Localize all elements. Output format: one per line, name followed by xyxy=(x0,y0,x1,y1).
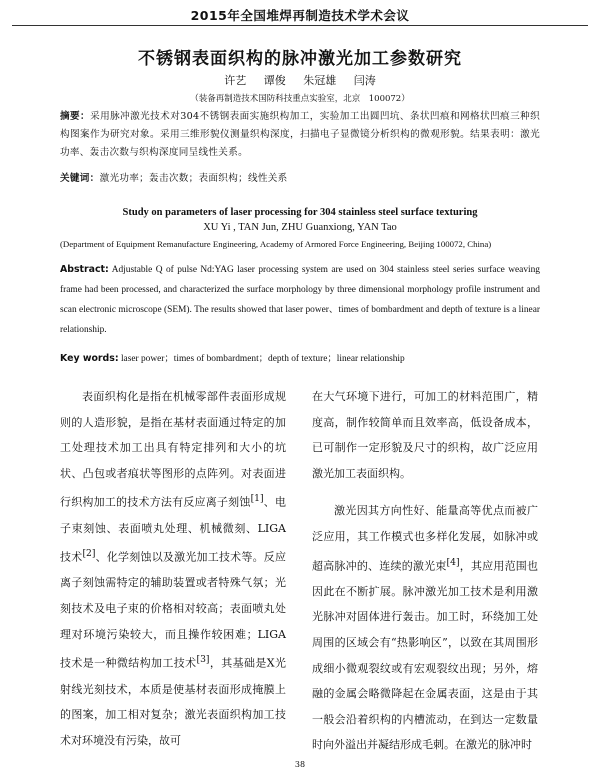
citation: [2] xyxy=(82,548,96,560)
body-paragraph: 表面织构化是指在机械零部件表面形成规则的人造形貌，是指在基材表面通过特定的加工处理技术加工出具有特定排列和大小的坑状、凸包或者痕状等图形的点阵列。对表面进行织构加工的技术方法有反应离子刻蚀[1]、电子束刻蚀、表面喷丸处理、机械微刻、LIGA技术[2]、化学刻蚀以及激光加工技术等。反应离子刻蚀需特定的辅助装置或者特殊气氛；光刻技术及电子束的价格相对较高；表面喷丸处理对环境污染较大，而且操作较困难；LIGA技术是一种微结构加工技术[3]，其基础是X光射线光刻技术，本质是使基材表面形成掩膜上的图案，加工相对复杂；激光表面织构加工技术对环境没有污染，故可 xyxy=(60,390,287,747)
abstract-chinese xyxy=(60,108,540,162)
body-paragraph: 激光因其方向性好、能量高等优点而被广泛应用，其工作模式也多样化发展，如脉冲或超高脉冲的、连续的激光束[4]，其应用范围也因此在不断扩展。脉冲激光加工技术是利用激光脉冲对固体进行轰击。加工时，环绕加工处周围的区域会有“热影响区”，以致在其周围形成细小微观裂纹或有宏观裂纹出现；另外，熔融的金属会略微降起在金属表面，这是由于其一般会沿着织构的内槽流动，在到达一定数量时向外溢出并凝结形成毛刺。在激光的脉冲时 xyxy=(312,504,539,752)
keywords-text: 激光功率；轰击次数；表面织构；线性关系 xyxy=(99,173,288,184)
affiliation: （装备再制造技术国防科技重点实验室，北京 100072） xyxy=(190,94,410,104)
abstract-label-english: Abstract: xyxy=(60,264,109,275)
author-name: 谭俊 xyxy=(263,74,286,87)
body-column-left xyxy=(60,384,286,753)
paper-title-english: Study on parameters of laser processing for 304 stainless steel surface texturing xyxy=(122,207,478,218)
keywords-english xyxy=(60,350,540,368)
keywords-chinese xyxy=(60,170,540,188)
citation: [3] xyxy=(196,654,210,666)
author-list xyxy=(0,72,600,88)
author-name: 许艺 xyxy=(224,74,247,87)
keywords-label: 关键词： xyxy=(60,173,100,184)
author-name: 闫涛 xyxy=(353,74,376,87)
author-list-english: XU Yi , TAN Jun, ZHU Guanxiong, YAN Tao xyxy=(203,222,397,233)
header-divider xyxy=(12,25,588,26)
keywords-label-english: Key words: xyxy=(60,353,119,364)
page-number: 38 xyxy=(294,760,306,769)
abstract-text: 采用脉冲激光技术对304不锈钢表面实施织构加工，实验加工出圆凹坑、条状凹痕和网格状凹痕三种织构图案作为研究对象。采用三维形貌仪测量织构深度，扫描电子显微镜分析织构的微观形貌。结果表明：激光功率、轰击次数与织构深度同呈线性关系。 xyxy=(60,111,540,158)
citation: [4] xyxy=(446,556,460,568)
author-name: 朱冠雄 xyxy=(303,74,337,87)
paper-title: 不锈钢表面织构的脉冲激光加工参数研究 xyxy=(138,49,462,69)
body-paragraph: 在大气环境下进行，可加工的材料范围广，精度高，制作较简单而且效率高，低设备成本，已可制作一定形貌及尺寸的织构，故广泛应用激光加工表面织构。 xyxy=(312,390,538,480)
abstract-text-english: Adjustable Q of pulse Nd:YAG laser processing system are used on 304 stainless steel series surface weaving frame had been processed, and characterized the surface morphology by three dimensional morphology profile instrument and scan electronic microscope (SEM). The results showed that laser power、times of bombardment and depth of texture is a linear relationship. xyxy=(60,265,540,335)
abstract-label: 摘要： xyxy=(60,111,91,122)
conference-header: 2015年全国堆焊再制造技术学术会议 xyxy=(190,8,410,23)
citation: [1] xyxy=(250,493,264,505)
abstract-english xyxy=(60,260,540,340)
keywords-text-english: laser power；times of bombardment；depth of texture；linear relationship xyxy=(120,354,405,364)
affiliation-english: (Department of Equipment Remanufacture Engineering, Academy of Armored Force Engineering, Beijing 100072, China) xyxy=(60,239,492,249)
body-column-right xyxy=(312,384,538,758)
